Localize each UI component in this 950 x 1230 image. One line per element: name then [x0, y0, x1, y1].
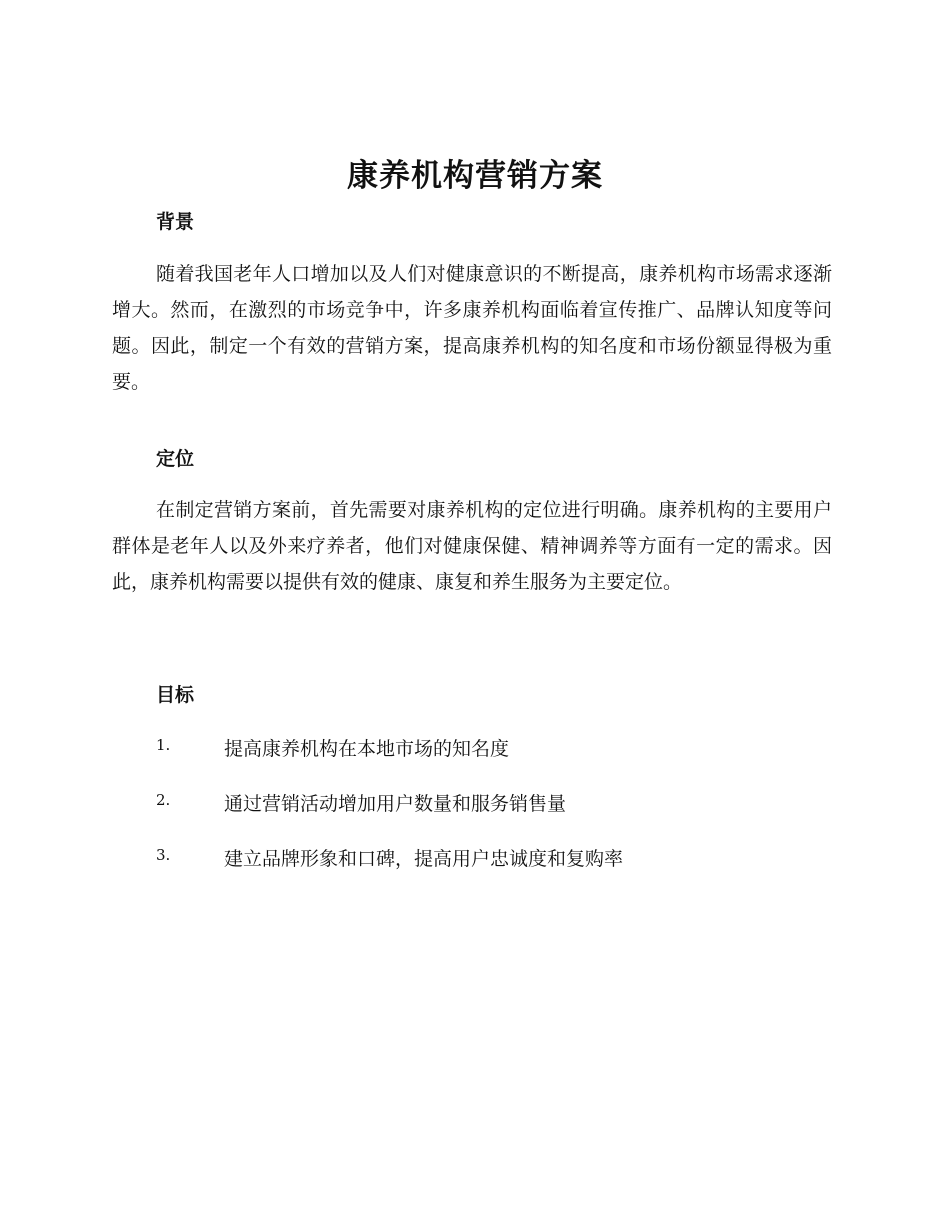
list-item-text: 提高康养机构在本地市场的知名度 [224, 738, 510, 760]
list-item-text: 通过营销活动增加用户数量和服务销售量 [224, 793, 567, 815]
section-heading-background: 背景 [156, 211, 195, 233]
list-item-number: 2. [156, 791, 171, 809]
section-heading-positioning: 定位 [156, 448, 195, 470]
background-paragraph: 随着我国老年人口增加以及人们对健康意识的不断提高，康养机构市场需求逐渐增大。然而，在激烈的市场竞争中，许多康养机构面临着宣传推广、品牌认知度等问题。因此，制定一个有效的营销方案，提高康养机构的知名度和市场份额显得极为重要。 [112, 263, 832, 393]
list-item-text: 建立品牌形象和口碑，提高用户忠诚度和复购率 [224, 848, 624, 870]
section-heading-goals: 目标 [156, 684, 195, 706]
list-item-number: 3. [156, 846, 171, 864]
positioning-paragraph: 在制定营销方案前，首先需要对康养机构的定位进行明确。康养机构的主要用户群体是老年人以及外来疗养者，他们对健康保健、精神调养等方面有一定的需求。因此，康养机构需要以提供有效的健康、康复和养生服务为主要定位。 [112, 499, 832, 593]
list-item-number: 1. [156, 736, 171, 754]
document-title: 康养机构营销方案 [347, 158, 603, 194]
